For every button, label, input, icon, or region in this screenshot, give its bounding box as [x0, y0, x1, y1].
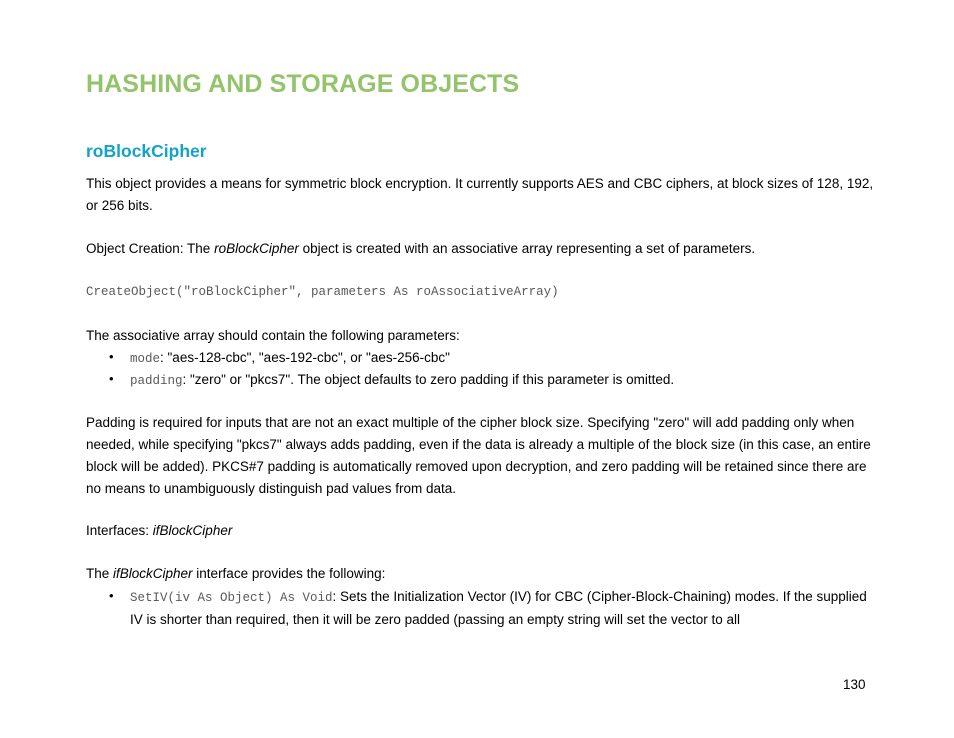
- iface-name: ifBlockCipher: [113, 566, 193, 581]
- iface-suffix: interface provides the following:: [192, 566, 386, 581]
- param-code: mode: [130, 352, 161, 366]
- intro-paragraph: This object provides a means for symmetric block encryption. It currently supports AES and CBC ciphers, at block sizes of 128, 192, or 256 bits.: [86, 176, 874, 213]
- code-sample: CreateObject("roBlockCipher", parameters As roAssociativeArray): [86, 285, 559, 299]
- iface-prefix: The: [86, 566, 114, 581]
- bullet-icon: •: [109, 588, 114, 603]
- creation-suffix: object is created with an associative array representing a set of parameters.: [298, 241, 756, 256]
- param-item-mode: [130, 347, 876, 370]
- object-title: roBlockCipher: [86, 141, 207, 161]
- bullet-icon: •: [109, 371, 114, 386]
- bullet-icon: •: [109, 349, 114, 364]
- param-text: : "aes-128-cbc", "aes-192-cbc", or "aes-256-cbc": [160, 350, 450, 365]
- creation-prefix: Object Creation: The: [86, 241, 215, 256]
- param-code: padding: [130, 374, 183, 388]
- section-heading: HASHING AND STORAGE OBJECTS: [86, 70, 520, 98]
- object-creation-paragraph: [86, 238, 876, 260]
- method-signature: SetIV(iv As Object) As Void: [130, 591, 333, 605]
- interface-intro: [86, 563, 876, 585]
- padding-paragraph: Padding is required for inputs that are not an exact multiple of the cipher block size. Specifying "zero" will add padding only when needed, while specifying "pkcs7" always adds padding, even if the data is already a multiple of the block size (in this case, an entire block will be added). PKCS#7 padding is automatically removed upon decryption, and zero padding will be retained since there are no means to unambiguously distinguish pad values from data.: [86, 415, 871, 496]
- interface-name: ifBlockCipher: [152, 523, 233, 538]
- page-number: 130: [843, 677, 866, 692]
- creation-object-name: roBlockCipher: [214, 241, 299, 256]
- interfaces-line: [86, 520, 876, 542]
- param-item-padding: [130, 369, 876, 392]
- interfaces-prefix: Interfaces:: [86, 523, 153, 538]
- param-text: : "zero" or "pkcs7". The object defaults to zero padding if this parameter is omitted.: [182, 372, 675, 387]
- method-item-setiv: [130, 586, 876, 631]
- method-description: : Sets the Initialization Vector (IV) for CBC (Cipher-Block-Chaining) modes. If the supplied IV is shorter than required, then it will be zero padded (passing an empty string will set the vector to all: [130, 589, 867, 627]
- params-intro: The associative array should contain the following parameters:: [86, 328, 460, 343]
